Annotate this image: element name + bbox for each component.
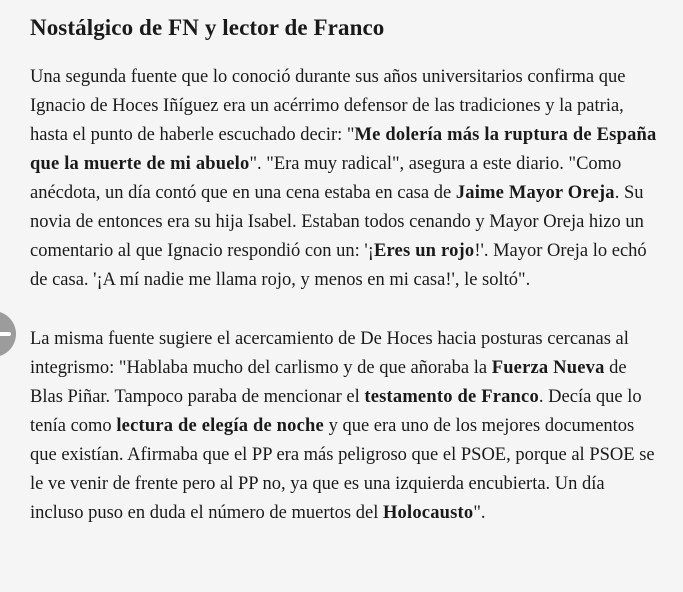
- bold-text-run: testamento de Franco: [364, 387, 539, 407]
- floating-action-button[interactable]: [0, 311, 16, 357]
- text-run: La misma fuente sugiere el acercamiento de De Hoces hacia posturas cercanas al integrismo: "Hablaba mucho del carlismo y de que añoraba la: [30, 329, 629, 378]
- text-run: Una segunda fuente que lo conoció durante sus años universitarios confirma que Ignacio de Hoces Iñíguez era un acérrimo defensor de las tradiciones y la patria, hasta el punto de haberle escuchado decir: ": [30, 67, 626, 145]
- bold-text-run: Fuerza Nueva: [491, 358, 605, 378]
- text-run: de Blas Piñar. Tampoco paraba de mencionar el: [30, 358, 627, 407]
- text-run: . Decía que lo tenía como: [30, 387, 642, 436]
- bold-text-run: lectura de elegía de noche: [116, 416, 324, 436]
- text-run: y que era uno de los mejores documentos que existían. Afirmaba que el PP era más peligroso que el PSOE, porque al PSOE se le ve venir de frente pero al PP no, ya que es una izquierda encubierta. Un día incluso puso en duda el número de muertos del: [30, 416, 655, 523]
- paragraph: [30, 325, 661, 528]
- text-run: !'. Mayor Oreja lo echó de casa. '¡A mí nadie me llama rojo, y menos en mi casa!', le soltó".: [30, 241, 647, 290]
- paragraph: [30, 63, 661, 295]
- text-run: . Su novia de entonces era su hija Isabel. Estaban todos cenando y Mayor Oreja hizo un comentario al que Ignacio respondió con un: '¡: [30, 183, 644, 261]
- text-run: ".: [473, 503, 486, 523]
- bold-text-run: Jaime Mayor Oreja: [455, 183, 615, 203]
- article-body: [30, 63, 661, 528]
- bold-text-run: Eres un rojo: [373, 241, 475, 261]
- bold-text-run: Me dolería más la ruptura de España que la muerte de mi abuelo: [30, 125, 657, 174]
- article-headline: Nostálgico de FN y lector de Franco: [30, 15, 385, 40]
- minus-icon: [0, 332, 11, 337]
- bold-text-run: Holocausto: [382, 503, 474, 523]
- text-run: ". "Era muy radical", asegura a este diario. "Como anécdota, un día contó que en una cena estaba en casa de: [30, 154, 622, 203]
